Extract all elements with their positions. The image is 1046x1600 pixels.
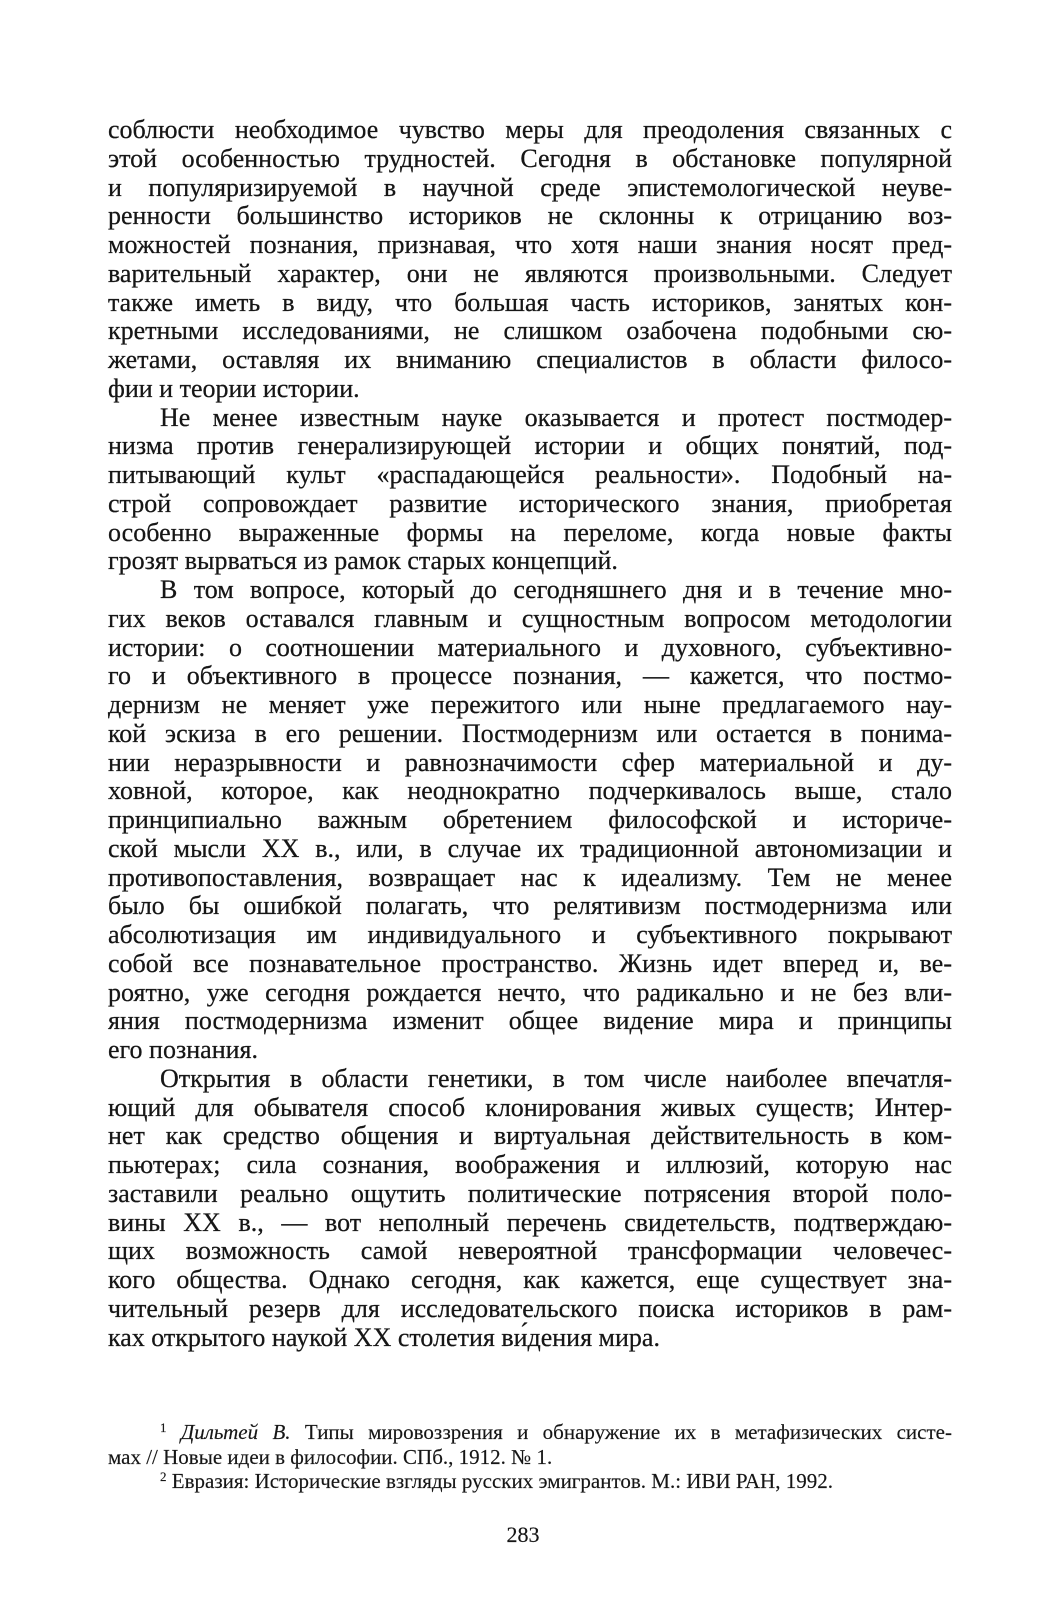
- text-line: также иметь в виду, что большая часть историков, занятых кон-: [108, 287, 952, 317]
- text-line: низма против генерализирующей истории и общих понятий, под-: [108, 431, 952, 461]
- text-line: нет как средство общения и виртуальная действительность в ком-: [108, 1121, 952, 1151]
- text-line: соблюсти необходимое чувство меры для преодоления связанных с: [108, 115, 952, 144]
- footnote-text: Евразия: Исторические взгляды русских эмигрантов. М.: ИВИ РАН, 1992.: [171, 1469, 833, 1493]
- text-line: абсолютизация им индивидуального и субъективного покрывают: [108, 920, 952, 949]
- text-line: собой все познавательное пространство. Жизнь идет вперед и, ве-: [108, 948, 952, 978]
- footnote-author: Дильтей В.: [180, 1420, 291, 1444]
- paragraph: [108, 1065, 952, 1353]
- footnote-marker: 1: [160, 1420, 167, 1435]
- page-number: 283: [506, 1522, 540, 1547]
- text-line: Открытия в области генетики, в том числе наиболее впечатля-: [160, 1063, 952, 1093]
- text-line: истории: о соотношении материального и духовного, субъективно-: [108, 632, 952, 662]
- text-line: питывающий культ «распадающейся реальности». Подобный на-: [108, 460, 952, 489]
- text-line: чительный резерв для исследовательского поиска историков в рам-: [108, 1293, 952, 1323]
- text-line: нии неразрывности и равнозначимости сфер материальной и ду-: [108, 747, 952, 777]
- text-line: ховной, которое, как неоднократно подчеркивалось выше, стало: [108, 776, 952, 806]
- text-line: гих веков оставался главным и сущностным вопросом методологии: [108, 603, 952, 633]
- text-line: принципиально важным обретением философской и историче-: [108, 805, 952, 834]
- text-line: ской мысли XX в., или, в случае их традиционной автономизации и: [108, 833, 952, 863]
- text-line: дернизм не меняет уже пережитого или ныне предлагаемого нау-: [108, 690, 952, 719]
- main-text: [108, 116, 952, 1352]
- text-line: кой эскиза в его решении. Постмодернизм или остается в понима-: [108, 718, 952, 748]
- text-line: В том вопросе, который до сегодняшнего дня и в течение мно-: [160, 575, 952, 604]
- text-line: этой особенностью трудностей. Сегодня в обстановке популярной: [108, 143, 952, 173]
- text-line: и популяризируемой в научной среде эпистемологической неуве-: [108, 172, 952, 202]
- paragraph: [108, 404, 952, 577]
- text-line: можностей познания, признавая, что хотя наши знания носят пред-: [108, 230, 952, 259]
- text-line: Не менее известным науке оказывается и протест постмодер-: [160, 402, 952, 432]
- text-line: заставили реально ощутить политические потрясения второй поло-: [108, 1178, 952, 1208]
- text-line: фии и теории истории.: [108, 373, 360, 403]
- text-line: противопоставления, возвращает нас к идеализму. Тем не менее: [108, 862, 952, 892]
- text-line: варительный характер, они не являются произвольными. Следует: [108, 258, 952, 288]
- text-line: его познания.: [108, 1035, 258, 1064]
- footnote-text: Типы мировоззрения и обнаружение их в метафизических систе-: [304, 1420, 952, 1444]
- text-line: ющий для обывателя способ клонирования живых существ; Интер-: [108, 1092, 952, 1122]
- paragraph: [108, 116, 952, 404]
- text-line: особенно выраженные формы на переломе, когда новые факты: [108, 517, 952, 547]
- footnote-1: [108, 1420, 952, 1445]
- text-line: яния постмодернизма изменит общее видение мира и принципы: [108, 1006, 952, 1036]
- paragraph: [108, 576, 952, 1065]
- text-line: кого общества. Однако сегодня, как кажется, еще существует зна-: [108, 1265, 952, 1294]
- text-line: строй сопровождает развитие исторического знания, приобретая: [108, 488, 952, 518]
- text-line: кретными исследованиями, не слишком озабочена подобными сю-: [108, 316, 952, 346]
- footnote-2: [108, 1469, 952, 1494]
- footnote-text: мах // Новые идеи в философии. СПб., 1912. № 1.: [108, 1444, 553, 1469]
- text-line: пьютерах; сила сознания, воображения и иллюзий, которую нас: [108, 1150, 952, 1179]
- text-line: ках открытого наукой XX столетия ви́дения мира.: [108, 1322, 660, 1352]
- text-line: ренности большинство историков не склонны к отрицанию воз-: [108, 201, 952, 231]
- text-line: грозят вырваться из рамок старых концепций.: [108, 546, 618, 576]
- text-line: жетами, оставляя их вниманию специалистов в области филосо-: [108, 345, 952, 374]
- footnote-marker: 2: [160, 1469, 167, 1484]
- text-line: роятно, уже сегодня рождается нечто, что радикально и не без вли-: [108, 977, 952, 1007]
- text-line: вины XX в., — вот неполный перечень свидетельств, подтверждаю-: [108, 1207, 952, 1237]
- text-line: было бы ошибкой полагать, что релятивизм постмодернизма или: [108, 891, 952, 921]
- text-line: го и объективного в процессе познания, — кажется, что постмо-: [108, 661, 952, 691]
- footnotes: [108, 1420, 952, 1494]
- text-line: щих возможность самой невероятной трансформации человечес-: [108, 1236, 952, 1266]
